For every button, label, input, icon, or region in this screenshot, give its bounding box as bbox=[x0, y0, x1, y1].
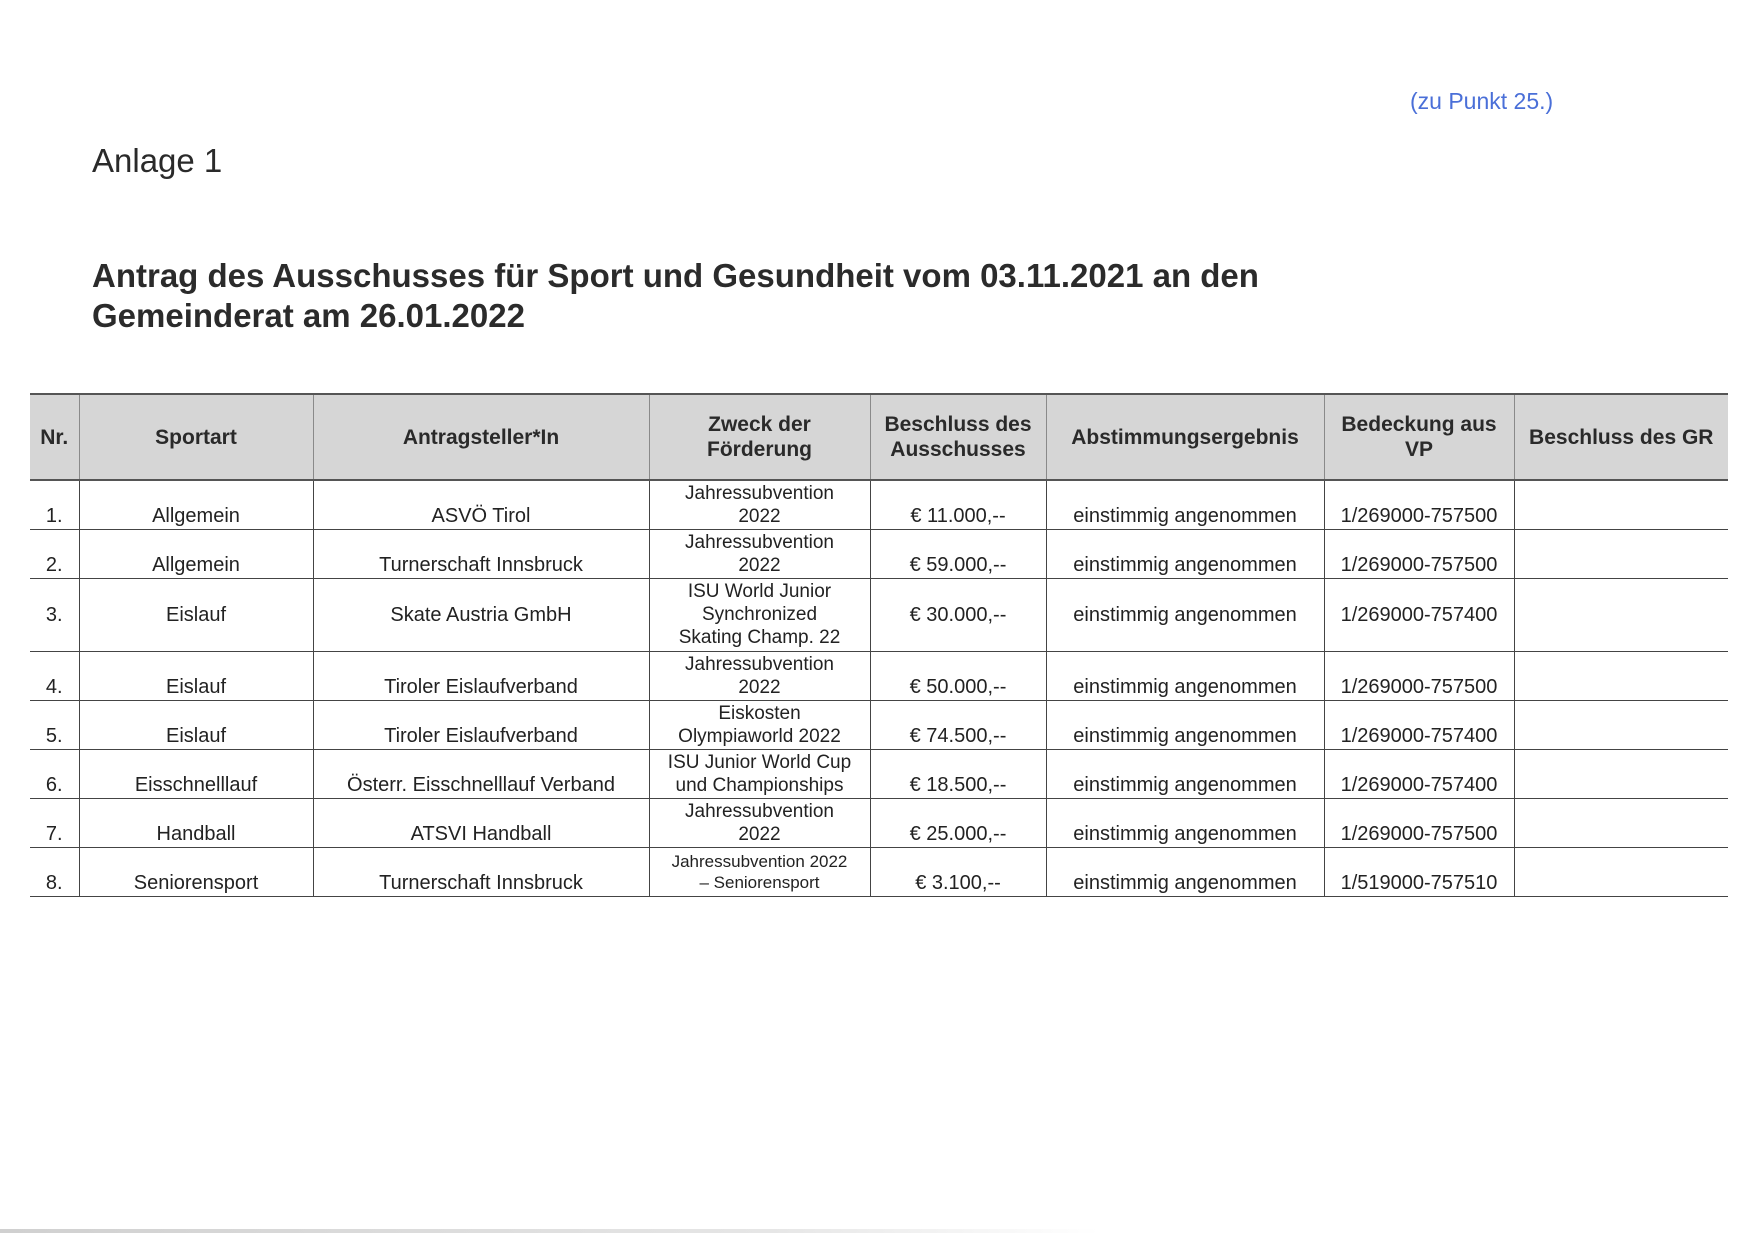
zweck-line-3: Skating Champ. 22 bbox=[678, 627, 841, 648]
cell-betrag: € 50.000,-- bbox=[870, 652, 1046, 701]
cell-zweck bbox=[649, 579, 870, 652]
table-row bbox=[30, 750, 1728, 799]
header-abstimmung: Abstimmungsergebnis bbox=[1046, 394, 1324, 480]
cell-sportart: Eislauf bbox=[79, 579, 313, 652]
cell-betrag: € 18.500,-- bbox=[870, 750, 1046, 799]
header-nr: Nr. bbox=[30, 394, 79, 480]
zweck-line-1: Jahressubvention bbox=[685, 653, 834, 675]
zweck-line-1: ISU Junior World Cup bbox=[667, 751, 852, 773]
cell-beschluss-gr bbox=[1514, 652, 1728, 701]
cell-betrag: € 25.000,-- bbox=[870, 799, 1046, 848]
cell-antragsteller: Turnerschaft Innsbruck bbox=[313, 848, 649, 897]
table-body bbox=[30, 480, 1728, 897]
cell-antragsteller: Tiroler Eislaufverband bbox=[313, 701, 649, 750]
zweck-line-2: 2022 bbox=[738, 676, 781, 698]
zweck-line-2: und Championships bbox=[675, 774, 844, 796]
title-line-2: Gemeinderat am 26.01.2022 bbox=[92, 297, 525, 334]
cell-nr: 7. bbox=[30, 799, 79, 848]
cell-bedeckung: 1/519000-757510 bbox=[1324, 848, 1514, 897]
cell-antragsteller: Skate Austria GmbH bbox=[313, 579, 649, 652]
table-row bbox=[30, 701, 1728, 750]
header-zweck: Zweck der Förderung bbox=[649, 394, 870, 480]
cell-sportart: Eisschnelllauf bbox=[79, 750, 313, 799]
cell-nr: 2. bbox=[30, 530, 79, 579]
cell-zweck bbox=[649, 799, 870, 848]
subsidy-table bbox=[30, 393, 1728, 897]
cell-abstimmung: einstimmig angenommen bbox=[1046, 750, 1324, 799]
cell-beschluss-gr bbox=[1514, 799, 1728, 848]
zweck-line-2: 2022 bbox=[738, 554, 781, 576]
cell-antragsteller: Österr. Eisschnelllauf Verband bbox=[313, 750, 649, 799]
cell-sportart: Eislauf bbox=[79, 652, 313, 701]
zweck-line-1: Jahressubvention bbox=[685, 482, 834, 504]
cell-zweck bbox=[649, 480, 870, 530]
cell-sportart: Allgemein bbox=[79, 530, 313, 579]
zweck-line-1: Jahressubvention bbox=[685, 531, 834, 553]
attachment-label: Anlage 1 bbox=[92, 142, 223, 179]
zweck-line-1: Jahressubvention bbox=[685, 800, 834, 822]
cell-nr: 8. bbox=[30, 848, 79, 897]
cell-nr: 3. bbox=[30, 579, 79, 652]
table-row bbox=[30, 480, 1728, 530]
cell-beschluss-gr bbox=[1514, 701, 1728, 750]
cell-betrag: € 11.000,-- bbox=[870, 480, 1046, 530]
title-line-1: Antrag des Ausschusses für Sport und Gesundheit vom 03.11.2021 an den bbox=[92, 257, 1259, 294]
table-row bbox=[30, 579, 1728, 652]
cell-beschluss-gr bbox=[1514, 579, 1728, 652]
cell-betrag: € 74.500,-- bbox=[870, 701, 1046, 750]
cell-antragsteller: Tiroler Eislaufverband bbox=[313, 652, 649, 701]
zweck-line-1: ISU World Junior bbox=[687, 581, 832, 602]
cell-beschluss-gr bbox=[1514, 480, 1728, 530]
cell-bedeckung: 1/269000-757400 bbox=[1324, 750, 1514, 799]
zweck-line-2: Synchronized bbox=[701, 604, 818, 625]
header-row bbox=[30, 394, 1728, 480]
cell-abstimmung: einstimmig angenommen bbox=[1046, 579, 1324, 652]
cell-abstimmung: einstimmig angenommen bbox=[1046, 848, 1324, 897]
cell-nr: 1. bbox=[30, 480, 79, 530]
cell-betrag: € 59.000,-- bbox=[870, 530, 1046, 579]
cell-betrag: € 30.000,-- bbox=[870, 579, 1046, 652]
cell-sportart: Seniorensport bbox=[79, 848, 313, 897]
cell-nr: 4. bbox=[30, 652, 79, 701]
cell-beschluss-gr bbox=[1514, 848, 1728, 897]
cell-sportart: Allgemein bbox=[79, 480, 313, 530]
header-beschluss-gr: Beschluss des GR bbox=[1514, 394, 1728, 480]
document-title bbox=[92, 256, 1392, 336]
zweck-line-2: Olympiaworld 2022 bbox=[678, 725, 841, 747]
cell-beschluss-gr bbox=[1514, 530, 1728, 579]
zweck-line-1: Eiskosten bbox=[718, 702, 801, 724]
header-beschluss-ausschuss: Beschluss des Ausschusses bbox=[870, 394, 1046, 480]
zweck-line-2: 2022 bbox=[738, 823, 781, 845]
cell-sportart: Handball bbox=[79, 799, 313, 848]
cell-bedeckung: 1/269000-757400 bbox=[1324, 579, 1514, 652]
cell-antragsteller: Turnerschaft Innsbruck bbox=[313, 530, 649, 579]
scan-edge-divider bbox=[0, 1229, 1100, 1233]
cell-sportart: Eislauf bbox=[79, 701, 313, 750]
cell-zweck bbox=[649, 652, 870, 701]
cell-bedeckung: 1/269000-757500 bbox=[1324, 530, 1514, 579]
cell-zweck bbox=[649, 750, 870, 799]
cell-bedeckung: 1/269000-757500 bbox=[1324, 799, 1514, 848]
cell-abstimmung: einstimmig angenommen bbox=[1046, 652, 1324, 701]
cell-zweck bbox=[649, 848, 870, 897]
cell-betrag: € 3.100,-- bbox=[870, 848, 1046, 897]
table-row bbox=[30, 530, 1728, 579]
cell-abstimmung: einstimmig angenommen bbox=[1046, 799, 1324, 848]
cell-zweck bbox=[649, 701, 870, 750]
zweck-line-2: 2022 bbox=[738, 505, 781, 527]
cell-antragsteller: ASVÖ Tirol bbox=[313, 480, 649, 530]
cell-bedeckung: 1/269000-757500 bbox=[1324, 480, 1514, 530]
cell-nr: 5. bbox=[30, 701, 79, 750]
cell-zweck bbox=[649, 530, 870, 579]
cell-antragsteller: ATSVI Handball bbox=[313, 799, 649, 848]
cell-nr: 6. bbox=[30, 750, 79, 799]
cell-beschluss-gr bbox=[1514, 750, 1728, 799]
cell-abstimmung: einstimmig angenommen bbox=[1046, 530, 1324, 579]
table-header bbox=[30, 394, 1728, 480]
cell-bedeckung: 1/269000-757500 bbox=[1324, 652, 1514, 701]
cell-abstimmung: einstimmig angenommen bbox=[1046, 480, 1324, 530]
table-row bbox=[30, 652, 1728, 701]
zweck-line-1: Jahressubvention 2022 bbox=[671, 851, 848, 871]
header-sportart: Sportart bbox=[79, 394, 313, 480]
table-row bbox=[30, 799, 1728, 848]
table-row bbox=[30, 848, 1728, 897]
cell-abstimmung: einstimmig angenommen bbox=[1046, 701, 1324, 750]
header-bedeckung: Bedeckung aus VP bbox=[1324, 394, 1514, 480]
reference-note: (zu Punkt 25.) bbox=[1410, 88, 1554, 114]
cell-bedeckung: 1/269000-757400 bbox=[1324, 701, 1514, 750]
zweck-line-2: – Seniorensport bbox=[699, 872, 820, 892]
header-antragsteller: Antragsteller*In bbox=[313, 394, 649, 480]
